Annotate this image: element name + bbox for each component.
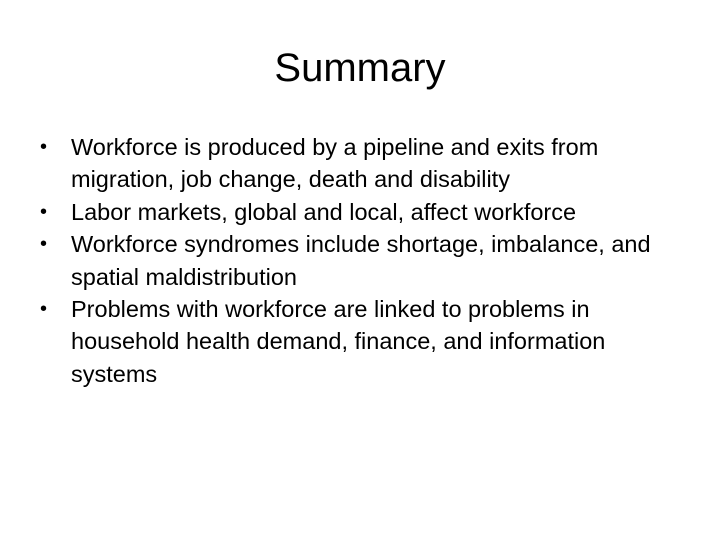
bullet-text: Workforce is produced by a pipeline and exits from migration, job change, death and disability: [71, 134, 599, 193]
bullet-text: Workforce syndromes include shortage, imbalance, and spatial maldistribution: [71, 231, 651, 290]
slide-title: Summary: [274, 46, 446, 90]
bullet-text: Labor markets, global and local, affect workforce: [71, 198, 577, 225]
bullet-dot-icon: •: [40, 136, 48, 158]
bullet-item: [38, 131, 688, 196]
bullet-item: [38, 228, 688, 293]
bullet-dot-icon: •: [40, 200, 48, 223]
bullet-list: [38, 131, 688, 390]
bullet-dot-icon: •: [40, 298, 48, 321]
bullet-item: [38, 196, 688, 228]
bullet-text: Problems with workforce are linked to problems in household health demand, finance, and information systems: [71, 296, 606, 387]
bullet-item: [38, 293, 688, 390]
bullet-dot-icon: •: [40, 233, 48, 256]
